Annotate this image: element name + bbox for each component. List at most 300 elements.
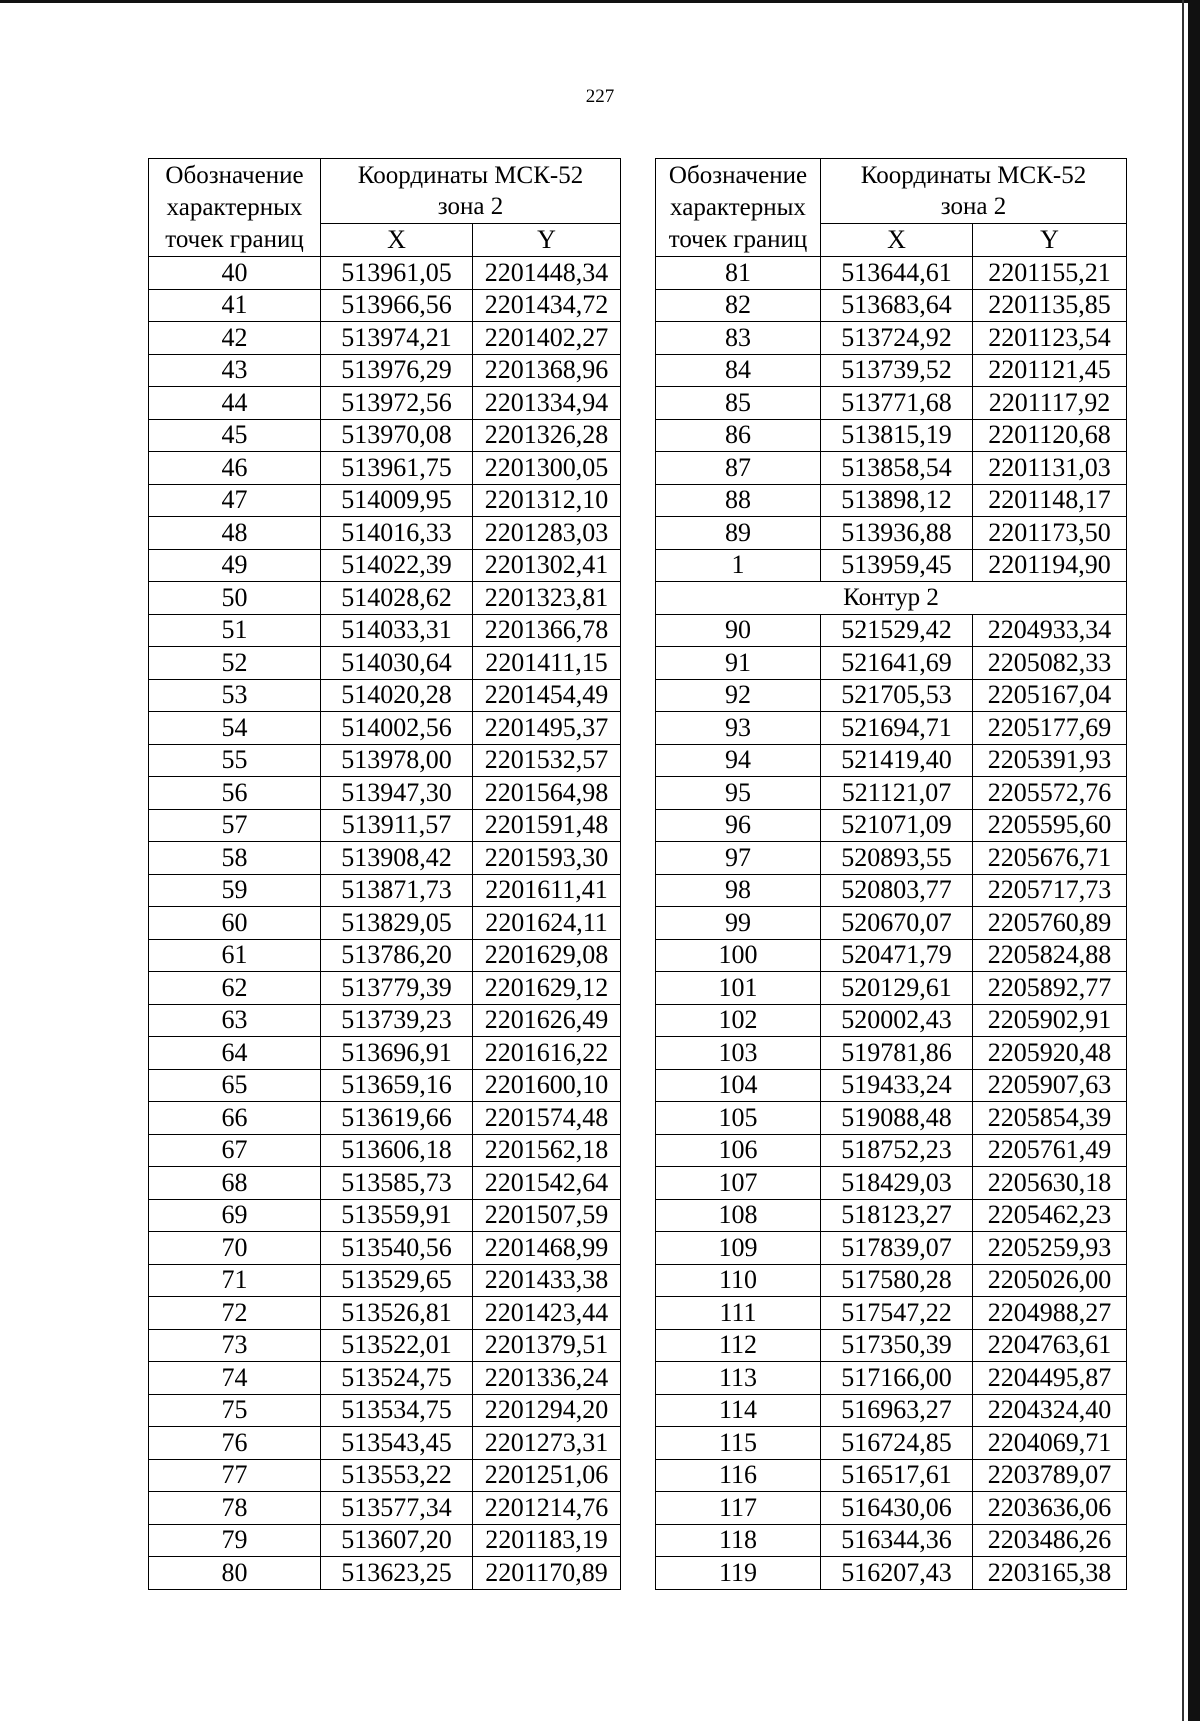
x-cell: 521071,09 [821,809,973,842]
point-id-cell: 88 [656,484,821,517]
y-cell: 2201629,12 [473,972,621,1005]
table-row [656,322,1127,355]
point-id-cell: 105 [656,1102,821,1135]
point-id-cell: 79 [149,1524,321,1557]
point-id-cell: 66 [149,1102,321,1135]
point-id-cell: 45 [149,419,321,452]
table-row [149,354,621,387]
table-row [149,1427,621,1460]
y-cell: 2205824,88 [973,939,1127,972]
y-cell: 2201283,03 [473,517,621,550]
x-cell: 513936,88 [821,517,973,550]
group-line1: Координаты МСК-52 [860,162,1087,189]
table-row [656,809,1127,842]
table-row [149,1167,621,1200]
point-id-cell: 100 [656,939,821,972]
table-row [149,1004,621,1037]
y-cell: 2201251,06 [473,1459,621,1492]
y-cell: 2205572,76 [973,777,1127,810]
y-cell: 2203486,26 [973,1524,1127,1557]
table-row [149,1524,621,1557]
point-id-cell: 53 [149,679,321,712]
y-cell: 2201616,22 [473,1037,621,1070]
y-cell: 2205630,18 [973,1167,1127,1200]
y-cell: 2205907,63 [973,1069,1127,1102]
point-id-cell: 57 [149,809,321,842]
table-row [149,907,621,940]
y-cell: 2204495,87 [973,1362,1127,1395]
y-cell: 2201120,68 [973,419,1127,452]
y-cell: 2201323,81 [473,582,621,615]
x-cell: 513898,12 [821,484,973,517]
point-id-cell: 49 [149,549,321,582]
point-id-cell: 51 [149,614,321,647]
point-id-cell: 65 [149,1069,321,1102]
y-cell: 2201423,44 [473,1297,621,1330]
table-row [656,1232,1127,1265]
point-id-cell: 76 [149,1427,321,1460]
point-id-cell: 63 [149,1004,321,1037]
scan-edge-right [1188,0,1200,1721]
x-cell: 513966,56 [321,289,473,322]
x-cell: 517580,28 [821,1264,973,1297]
table-row [656,907,1127,940]
point-id-cell: 85 [656,387,821,420]
x-cell: 513553,22 [321,1459,473,1492]
table-row [656,549,1127,582]
y-cell: 2201368,96 [473,354,621,387]
point-id-cell: 1 [656,549,821,582]
table-row [149,1557,621,1590]
table-row [656,744,1127,777]
coordinates-table-right-body [656,159,1127,1590]
point-id-cell: 81 [656,257,821,290]
y-cell: 2205462,23 [973,1199,1127,1232]
coordinates-table-right [655,158,1127,1590]
table-row [656,1394,1127,1427]
point-id-cell: 91 [656,647,821,680]
point-id-cell: 52 [149,647,321,680]
x-cell: 516344,36 [821,1524,973,1557]
x-cell: 514030,64 [321,647,473,680]
table-row [656,387,1127,420]
point-id-cell: 60 [149,907,321,940]
x-cell: 516963,27 [821,1394,973,1427]
y-header: Y [973,224,1127,257]
table-row [656,1427,1127,1460]
y-cell: 2201326,28 [473,419,621,452]
y-cell: 2201434,72 [473,289,621,322]
table-row [656,1264,1127,1297]
point-id-cell: 109 [656,1232,821,1265]
point-id-cell: 98 [656,874,821,907]
table-row [149,322,621,355]
point-id-cell: 101 [656,972,821,1005]
x-cell: 513526,81 [321,1297,473,1330]
y-cell: 2204324,40 [973,1394,1127,1427]
y-cell: 2201336,24 [473,1362,621,1395]
table-row [149,517,621,550]
point-id-cell: 102 [656,1004,821,1037]
table-row [656,1199,1127,1232]
point-id-cell: 87 [656,452,821,485]
x-cell: 513619,66 [321,1102,473,1135]
table-row [656,484,1127,517]
table-row [149,1459,621,1492]
point-label-line1: Обозначение [668,161,808,189]
y-cell: 2201402,27 [473,322,621,355]
x-cell: 514009,95 [321,484,473,517]
y-cell: 2201532,57 [473,744,621,777]
y-cell: 2205676,71 [973,842,1127,875]
x-cell: 513739,23 [321,1004,473,1037]
x-cell: 520803,77 [821,874,973,907]
x-cell: 517547,22 [821,1297,973,1330]
table-row [149,1362,621,1395]
coordinates-table-left-body [149,159,621,1590]
x-cell: 513972,56 [321,387,473,420]
y-cell: 2201312,10 [473,484,621,517]
table-row [149,972,621,1005]
x-cell: 519088,48 [821,1102,973,1135]
x-cell: 516724,85 [821,1427,973,1460]
point-id-cell: 104 [656,1069,821,1102]
point-label-line1: Обозначение [165,161,304,189]
table-row [656,1037,1127,1070]
x-cell: 513696,91 [321,1037,473,1070]
point-id-cell: 97 [656,842,821,875]
table-row [656,1329,1127,1362]
coordinates-group-header [821,159,1127,224]
y-cell: 2205082,33 [973,647,1127,680]
table-row [656,1524,1127,1557]
table-row [656,874,1127,907]
y-cell: 2201591,48 [473,809,621,842]
point-id-cell: 119 [656,1557,821,1590]
table-row [656,1459,1127,1492]
table-row [149,614,621,647]
header-row [149,159,621,224]
y-cell: 2205717,73 [973,874,1127,907]
table-row [149,1329,621,1362]
table-row [149,842,621,875]
point-id-cell: 75 [149,1394,321,1427]
point-label-line3: точек границ [668,225,808,253]
x-cell: 513607,20 [321,1524,473,1557]
y-cell: 2205177,69 [973,712,1127,745]
x-cell: 521529,42 [821,614,973,647]
table-row [656,419,1127,452]
point-id-cell: 73 [149,1329,321,1362]
point-id-cell: 84 [656,354,821,387]
y-cell: 2201170,89 [473,1557,621,1590]
y-cell: 2201123,54 [973,322,1127,355]
y-cell: 2203636,06 [973,1492,1127,1525]
y-cell: 2205854,39 [973,1102,1127,1135]
page-number: 227 [585,86,615,107]
table-row [656,1362,1127,1395]
table-row [149,939,621,972]
point-id-cell: 74 [149,1362,321,1395]
table-row [656,972,1127,1005]
point-id-cell: 96 [656,809,821,842]
x-cell: 513585,73 [321,1167,473,1200]
group-line1: Координаты МСК-52 [357,162,584,189]
table-row [149,1134,621,1167]
y-cell: 2201562,18 [473,1134,621,1167]
x-cell: 514020,28 [321,679,473,712]
y-cell: 2201600,10 [473,1069,621,1102]
table-row [656,842,1127,875]
point-id-cell: 64 [149,1037,321,1070]
x-cell: 519781,86 [821,1037,973,1070]
x-cell: 513577,34 [321,1492,473,1525]
y-cell: 2201173,50 [973,517,1127,550]
y-cell: 2204763,61 [973,1329,1127,1362]
x-cell: 520129,61 [821,972,973,1005]
x-cell: 514033,31 [321,614,473,647]
y-cell: 2205595,60 [973,809,1127,842]
point-id-cell: 48 [149,517,321,550]
y-cell: 2201564,98 [473,777,621,810]
x-cell: 513739,52 [821,354,973,387]
coordinates-table-left [148,158,621,1590]
y-cell: 2204069,71 [973,1427,1127,1460]
x-cell: 513974,21 [321,322,473,355]
table-row [149,1264,621,1297]
table-row [656,1102,1127,1135]
group-line2: зона 2 [437,193,504,220]
table-row [149,582,621,615]
table-row [149,549,621,582]
x-cell: 520670,07 [821,907,973,940]
y-cell: 2201148,17 [973,484,1127,517]
point-id-cell: 86 [656,419,821,452]
table-row [149,874,621,907]
y-cell: 2201121,45 [973,354,1127,387]
x-cell: 513771,68 [821,387,973,420]
point-label-line2: характерных [670,193,806,221]
x-header: X [821,224,973,257]
scan-edge-top [0,0,1200,3]
y-cell: 2205892,77 [973,972,1127,1005]
x-cell: 513543,45 [321,1427,473,1460]
point-id-cell: 107 [656,1167,821,1200]
x-cell: 513871,73 [321,874,473,907]
y-cell: 2203165,38 [973,1557,1127,1590]
x-cell: 521705,53 [821,679,973,712]
y-cell: 2205167,04 [973,679,1127,712]
point-id-cell: 83 [656,322,821,355]
x-cell: 518123,27 [821,1199,973,1232]
point-id-cell: 93 [656,712,821,745]
y-cell: 2201611,41 [473,874,621,907]
x-cell: 520893,55 [821,842,973,875]
x-cell: 513644,61 [821,257,973,290]
y-cell: 2201448,34 [473,257,621,290]
table-row [656,517,1127,550]
x-cell: 516430,06 [821,1492,973,1525]
y-cell: 2201294,20 [473,1394,621,1427]
table-row [656,1557,1127,1590]
point-id-cell: 71 [149,1264,321,1297]
x-cell: 513659,16 [321,1069,473,1102]
y-cell: 2205026,00 [973,1264,1127,1297]
point-id-cell: 94 [656,744,821,777]
x-cell: 513908,42 [321,842,473,875]
table-row [656,1134,1127,1167]
y-cell: 2201366,78 [473,614,621,647]
y-cell: 2201574,48 [473,1102,621,1135]
y-cell: 2205902,91 [973,1004,1127,1037]
y-cell: 2201495,37 [473,712,621,745]
table-row [149,809,621,842]
point-id-cell: 114 [656,1394,821,1427]
table-row [149,257,621,290]
x-cell: 513970,08 [321,419,473,452]
point-id-cell: 92 [656,679,821,712]
point-id-cell: 103 [656,1037,821,1070]
y-cell: 2201183,19 [473,1524,621,1557]
table-row [149,1199,621,1232]
point-id-cell: 72 [149,1297,321,1330]
point-id-cell: 42 [149,322,321,355]
x-cell: 513959,45 [821,549,973,582]
y-cell: 2201379,51 [473,1329,621,1362]
table-row [656,354,1127,387]
coordinates-group-header [321,159,621,224]
x-cell: 513529,65 [321,1264,473,1297]
x-cell: 514022,39 [321,549,473,582]
y-cell: 2201433,38 [473,1264,621,1297]
x-cell: 513786,20 [321,939,473,972]
point-label-header [149,159,321,257]
x-cell: 520002,43 [821,1004,973,1037]
table-row [149,387,621,420]
y-cell: 2201194,90 [973,549,1127,582]
x-cell: 514016,33 [321,517,473,550]
point-id-cell: 82 [656,289,821,322]
point-id-cell: 117 [656,1492,821,1525]
point-id-cell: 58 [149,842,321,875]
x-cell: 517350,39 [821,1329,973,1362]
point-id-cell: 67 [149,1134,321,1167]
point-id-cell: 99 [656,907,821,940]
table-row [656,257,1127,290]
x-cell: 513540,56 [321,1232,473,1265]
contour-row [656,582,1127,615]
x-cell: 513559,91 [321,1199,473,1232]
x-cell: 513961,75 [321,452,473,485]
contour-label: Контур 2 [656,582,1127,615]
header-row [656,159,1127,224]
x-cell: 518429,03 [821,1167,973,1200]
point-id-cell: 44 [149,387,321,420]
x-cell: 521419,40 [821,744,973,777]
table-row [656,1167,1127,1200]
x-cell: 514028,62 [321,582,473,615]
table-row [149,712,621,745]
x-cell: 521641,69 [821,647,973,680]
point-id-cell: 108 [656,1199,821,1232]
point-id-cell: 50 [149,582,321,615]
table-row [149,1069,621,1102]
point-id-cell: 89 [656,517,821,550]
point-id-cell: 62 [149,972,321,1005]
y-cell: 2205760,89 [973,907,1127,940]
y-cell: 2205920,48 [973,1037,1127,1070]
y-cell: 2201624,11 [473,907,621,940]
y-cell: 2203789,07 [973,1459,1127,1492]
point-id-cell: 54 [149,712,321,745]
table-row [149,1037,621,1070]
y-cell: 2201411,15 [473,647,621,680]
table-row [656,1297,1127,1330]
table-row [149,777,621,810]
point-id-cell: 111 [656,1297,821,1330]
point-id-cell: 113 [656,1362,821,1395]
y-cell: 2204988,27 [973,1297,1127,1330]
scan-edge-right-inner [1182,0,1184,1721]
y-cell: 2201155,21 [973,257,1127,290]
group-line2: зона 2 [940,193,1007,220]
point-id-cell: 55 [149,744,321,777]
table-row [149,1232,621,1265]
y-cell: 2205259,93 [973,1232,1127,1265]
y-cell: 2201334,94 [473,387,621,420]
x-cell: 513961,05 [321,257,473,290]
x-cell: 521694,71 [821,712,973,745]
x-cell: 513978,00 [321,744,473,777]
table-row [149,419,621,452]
y-cell: 2201542,64 [473,1167,621,1200]
x-cell: 513858,54 [821,452,973,485]
table-row [656,647,1127,680]
y-cell: 2205391,93 [973,744,1127,777]
x-cell: 513623,25 [321,1557,473,1590]
point-label-line2: характерных [166,193,303,221]
table-row [149,1394,621,1427]
x-cell: 513815,19 [821,419,973,452]
x-cell: 513947,30 [321,777,473,810]
x-cell: 516207,43 [821,1557,973,1590]
y-cell: 2201117,92 [973,387,1127,420]
table-row [656,712,1127,745]
point-id-cell: 95 [656,777,821,810]
table-row [149,1102,621,1135]
point-id-cell: 106 [656,1134,821,1167]
x-cell: 513606,18 [321,1134,473,1167]
y-cell: 2201507,59 [473,1199,621,1232]
y-cell: 2204933,34 [973,614,1127,647]
point-id-cell: 77 [149,1459,321,1492]
point-id-cell: 47 [149,484,321,517]
table-row [149,647,621,680]
y-cell: 2201302,41 [473,549,621,582]
x-cell: 513524,75 [321,1362,473,1395]
table-row [149,679,621,712]
x-header: X [321,224,473,257]
y-cell: 2201300,05 [473,452,621,485]
table-row [656,614,1127,647]
point-id-cell: 70 [149,1232,321,1265]
point-id-cell: 78 [149,1492,321,1525]
y-header: Y [473,224,621,257]
y-cell: 2201626,49 [473,1004,621,1037]
point-id-cell: 46 [149,452,321,485]
point-id-cell: 90 [656,614,821,647]
table-row [656,939,1127,972]
